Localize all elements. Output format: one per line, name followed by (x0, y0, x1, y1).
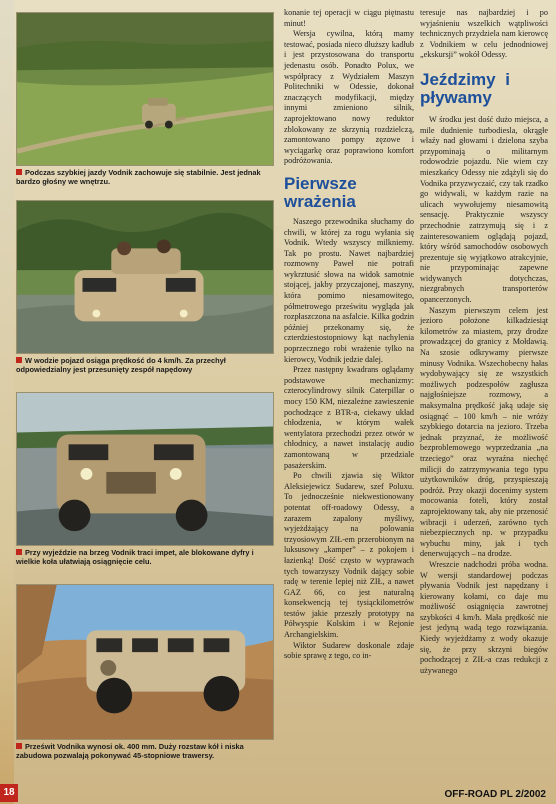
magazine-title: OFF-ROAD PL 2/2002 (444, 789, 546, 800)
paragraph: teresuje nas najbardziej i po wyjaśnieniu wszelkich wątpliwości technicznych przydziela nam kierowcę z Vodnikiem w celu jednodniowej „ekskursji” wokół Odessy. (420, 8, 548, 60)
caption-photo-4: Prześwit Vodnika wynosi ok. 400 mm. Duży rozstaw kół i niska zabudowa pozwalają pokonywać 45-stopniowe trawersy. (16, 742, 244, 761)
article-column-middle (284, 8, 414, 662)
caption-marker-icon (16, 357, 22, 363)
caption-marker-icon (16, 743, 22, 749)
caption-marker-icon (16, 549, 22, 555)
paragraph: Wersja cywilna, którą mamy testować, posiada nieco dłuższy kadłub i jest przystosowana do transportu jedenastu osób. Ponadto Polux, we współpracy z Wydziałem Maszyn Politechniki w Odessie, dokonał znaczących modyfikacji, między innymi zmieniono silnik, zaprojektowano nowy reduktor zblokowany ze skrzynią rozdzielczą, zamontowano pompy zęzowe i wyciągarkę oraz poprawiono komfort podróżowania. (284, 29, 414, 166)
photo-vodnik-fast-drive (16, 12, 274, 166)
photo-vodnik-exit-water (16, 392, 274, 546)
paragraph: W środku jest dość dużo miejsca, a mile dudnienie turbodiesla, okrągłe właźy nad głowami i dzielona szyba przypominają o militarnym rodowodzie pojazdu. Nie wiem czy mieszkańcy Odessy nie zdążyli się do Vodnika przyzwyczaić, czy tak rzadko go widywali, w każdym razie na ulicach wywołujemy niesamowitą sensację. Praktycznie wszyscy przechodnie zatrzymują się i z zainteresowaniem oglądają pojazd, który wśród samochodów osobowych prezentuje się wyjątkowo atrakcyjnie, nie przypominając zapewne widywanych dotychczas, niezgrabnych transporterów opancerzonych. (420, 114, 548, 305)
caption-photo-3: Przy wyjeździe na brzeg Vodnik traci impet, ale blokowane dyfry i wielkie koła ułatwiają osiągnięcie celu. (16, 548, 254, 567)
section-heading-first-impressions: Pierwsze wrażenia (284, 173, 357, 211)
article-column-right (420, 8, 548, 676)
paragraph: Po chwili zjawia się Wiktor Aleksiejewicz Sudarew, szef Poluxu. To jednocześnie niekwestionowany potentat off-roadowy Odessy, a zarazem zapalony myśliwy, wyjeżdżający na polowania trzyosiowym ZIŁ-em przerobionym na luksusowy „kamper” – z pokojem i łazienką! Dość często w wyprawach tych towarzyszy Vodnik dający sobie radę w terenie lepiej niż ZIŁ, a nawet GAZ 66, co jest naturalną konsekwencją tej tysiąckilometrów testów jakie przeszły prototypy na Półwyspie Kolskim i w Rejonie Archangielskim. (284, 471, 414, 640)
paragraph: Przez następny kwadrans oglądamy podstawowe mechanizmy: czterocylindrowy silnik Caterpillar o mocy 150 KM, niezależne zawieszenie pochodzące z BTR-a, ciekawy układ chłodzenia, w którym wałek wentylatora przechodzi przez otwór w chłodnicy, a nawet instalację audio zamontowaną w przedziale pasażerskim. (284, 365, 414, 470)
caption-photo-1: Podczas szybkiej jazdy Vodnik zachowuje się stabilnie. Jest jednak bardzo głośny we wnętrzu. (16, 168, 261, 187)
paragraph: Wiktor Sudarew doskonale zdaje sobie sprawę z tego, co in- (284, 640, 414, 661)
paragraph: Naszym pierwszym celem jest jezioro położone kilkadziesiąt kilometrów za miastem, przy drodze prowadzącej do granicy z Mołdawią. Na szosie odkrywamy pierwsze minusy Vodnika. Wszechobecny hałas wydobywający się ze wszystkich możliwych podzespołów zagłusza najgłośniejsze rozmowy, a maksymalna prędkość jaką udaje się osiągnąć – 100 km/h – nie wróży szybkiego dotarcia na jezioro. Trzeba jednak przyznać, że możliwość bezproblemowego wyprzedzania „na trzeciego” oraz wyraźna niechęć milicji do zatrzymywania tego typu użytkowników dróg, przyspieszają podróż. Przy okazji docenimy system mocowania foteli, który został zaprojektowany tak, aby nie przenosić wibracji i uderzeń, zarówno tych niebezpiecznych np. w przypadku wybuchu miny, jak i tych denerwujących – na drodze. (420, 305, 548, 559)
page-edge-strip (0, 0, 14, 804)
photo-vodnik-traverse (16, 584, 274, 740)
page-number: 18 (0, 784, 18, 802)
caption-photo-2: W wodzie pojazd osiąga prędkość do 4 km/h. Za przechył odpowiedzialny jest przesunięty zespół napędowy (16, 356, 226, 375)
section-heading-driving-swimming: Jeździmy i pływamy (420, 69, 510, 107)
paragraph: Naszego przewodnika słuchamy do chwili, w której za rogu wyłania się Vodnik. Wtedy wszyscy milkniemy. Tak po prostu. Nawet najbardziej rozmowny Paweł nie potrafi wykrztusić słowa na widok samotnie stojącej, jakby przyczajonej, maszyny, która pomimo niesamowitego, półmetrowego prześwitu wygląda jak rozpłaszczona na asfalcie. Kilka godzin później przekonamy się, że czterdziestostopniowy kąt nachylenia poprzecznego robi wrażenie tylko na kierowcy, Vodnik jedzie dalej. (284, 216, 414, 364)
photo-vodnik-in-water (16, 200, 274, 354)
caption-marker-icon (16, 169, 22, 175)
paragraph: Wreszcie nadchodzi próba wodna. W wersji standardowej podczas pływania Vodnik jest napędzany i kierowany kołami, co daje mu możliwość osiągnięcia zawrotnej szybkości 4 km/h. Mała prędkość nie jest jedyną wadą tego rozwiązania. Kiedy wyjeżdżamy z wody okazuje się, że przy skrzyni biegów pochodzącej z ZIŁ-a czas redukcji z używanego (420, 559, 548, 675)
paragraph: konanie tej operacji w ciągu piętnastu minut! (284, 8, 414, 28)
